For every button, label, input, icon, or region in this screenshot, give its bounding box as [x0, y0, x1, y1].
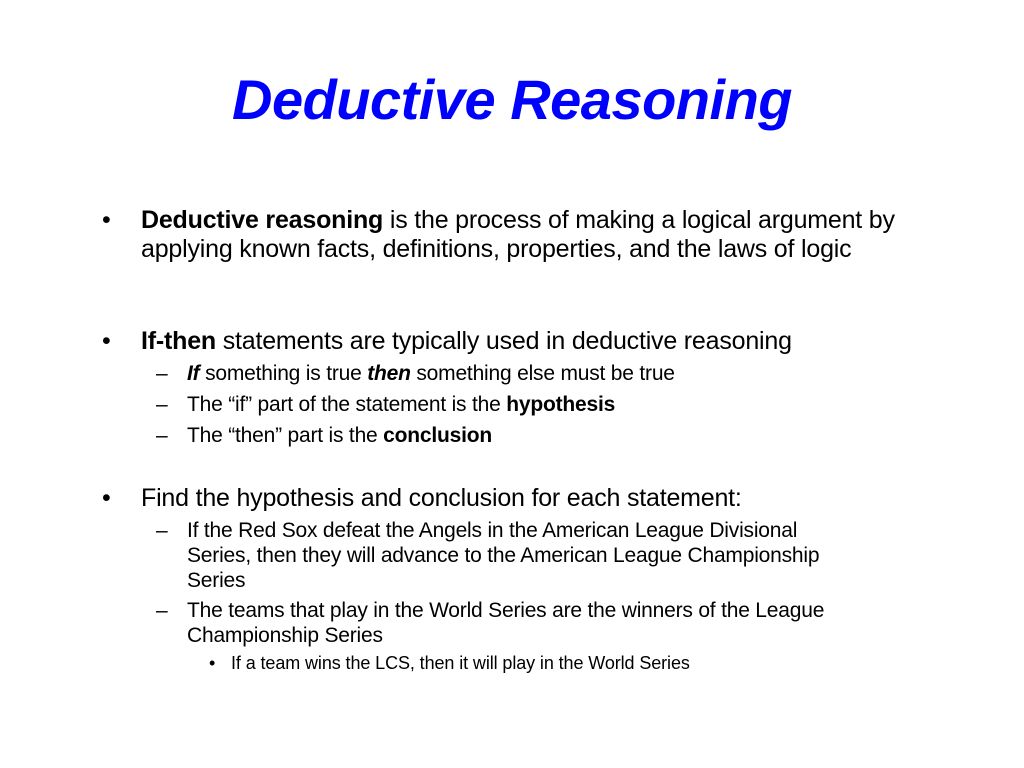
- dash-marker: –: [156, 519, 168, 542]
- term-if-then: If-then: [141, 327, 216, 355]
- bullet-if-then: [102, 327, 921, 356]
- bullet-marker: •: [102, 206, 111, 234]
- statement-red-sox: [156, 518, 847, 593]
- statement-text: If a team wins the LCS, then it will play in the World Series: [231, 653, 690, 673]
- keyword-if: If: [187, 362, 200, 385]
- text-fragment: something else must be true: [410, 362, 675, 385]
- keyword-then: then: [367, 362, 411, 385]
- statement-text: The teams that play in the World Series are the winners of the League Championship Series: [187, 599, 825, 647]
- slide-title: Deductive Reasoning: [232, 68, 792, 131]
- sub-bullet-conclusion: [156, 423, 927, 448]
- dash-marker: –: [156, 362, 168, 385]
- text-fragment: The “then” part is the: [187, 424, 384, 447]
- dash-marker: –: [156, 424, 168, 447]
- sub-bullet-hypothesis: [156, 392, 927, 417]
- bullet-marker: •: [209, 653, 216, 673]
- term-hypothesis: hypothesis: [506, 393, 616, 416]
- if-then-text: statements are typically used in deductive reasoning: [215, 327, 792, 355]
- definition-text: is the process of making a logical argument by applying known facts, definitions, properties, and the laws of logic: [141, 206, 895, 263]
- bullet-marker: •: [102, 484, 111, 512]
- dash-marker: –: [156, 599, 168, 622]
- bullet-deductive-reasoning-definition: [102, 206, 921, 264]
- bullet-find-hypothesis-conclusion: [102, 484, 921, 513]
- term-deductive-reasoning: Deductive reasoning: [141, 206, 384, 234]
- statement-world-series: [156, 598, 907, 648]
- text-fragment: The “if” part of the statement is the: [187, 393, 507, 416]
- statement-text: If the Red Sox defeat the Angels in the American League Divisional Series, then they will advance to the American League Championship Series: [187, 519, 820, 592]
- term-conclusion: conclusion: [383, 424, 493, 447]
- statement-lcs-conditional: [209, 652, 931, 674]
- instruction-text: Find the hypothesis and conclusion for each statement:: [141, 484, 742, 512]
- sub-bullet-if-then-form: [156, 361, 927, 386]
- dash-marker: –: [156, 393, 168, 416]
- bullet-marker: •: [102, 327, 111, 355]
- text-fragment: something is true: [199, 362, 368, 385]
